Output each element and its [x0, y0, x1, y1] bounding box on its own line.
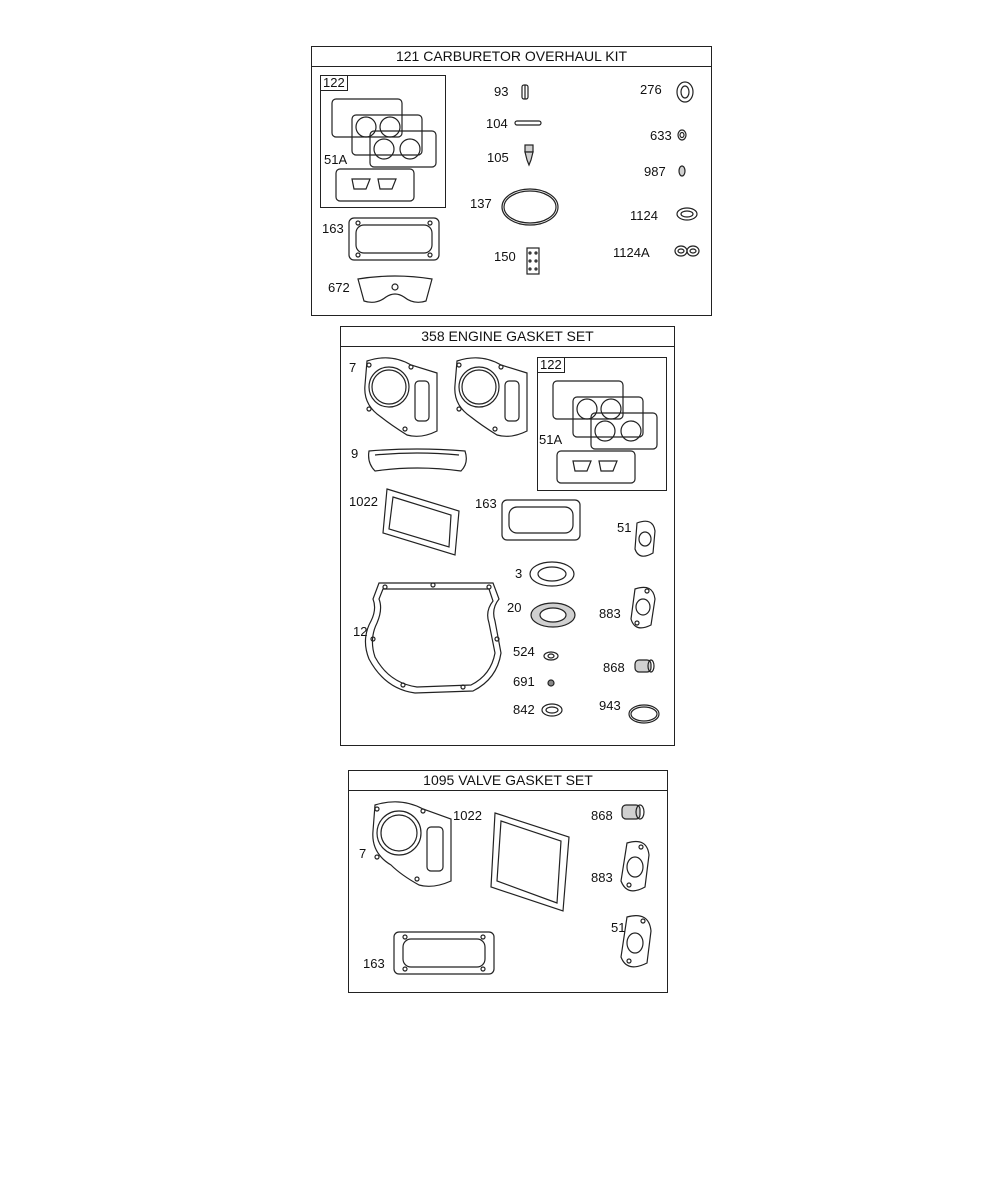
washer-524: [543, 651, 559, 661]
label-163: 163: [475, 496, 497, 511]
needle-105: [523, 144, 535, 166]
label-12: 12: [353, 624, 368, 639]
label-104: 104: [486, 116, 508, 131]
subkit-122-label: 122: [320, 75, 348, 91]
label-3: 3: [515, 566, 523, 581]
label-9: 9: [351, 446, 359, 461]
label-691: 691: [513, 674, 535, 689]
part-691: [547, 679, 555, 687]
gasket-163: [348, 217, 440, 261]
label-524: 524: [513, 644, 535, 659]
label-1124: 1124: [630, 208, 658, 223]
label-633: 633: [650, 128, 672, 143]
label-137: 137: [470, 196, 492, 211]
label-842: 842: [513, 702, 535, 717]
oil-seal-20: [529, 601, 577, 629]
part-987: [678, 165, 686, 177]
washer-pair-1124a: [674, 244, 700, 258]
washer-842: [541, 703, 563, 717]
valve-seal-868: [619, 801, 645, 823]
carburetor-overhaul-kit-panel: [311, 46, 712, 316]
label-51: 51: [611, 920, 626, 935]
part-633: [677, 129, 687, 141]
label-987: 987: [644, 164, 666, 179]
pin-104: [514, 120, 542, 126]
engine-gasket-set-panel: [340, 326, 675, 746]
label-1022: 1022: [349, 494, 378, 509]
label-1022: 1022: [453, 808, 482, 823]
gasket-883: [617, 839, 651, 895]
gasket-51: [617, 913, 653, 971]
label-51a: 51A: [324, 152, 348, 167]
label-7: 7: [349, 360, 357, 375]
part-150: [526, 247, 540, 275]
valve-gasket-set-panel: [348, 770, 668, 993]
gasket-163: [393, 931, 495, 975]
panel-title: 1095 VALVE GASKET SET: [349, 771, 667, 791]
panel-title: 121 CARBURETOR OVERHAUL KIT: [312, 47, 711, 67]
head-gasket-7: [369, 799, 455, 891]
label-1124a: 1124A: [613, 245, 650, 260]
label-943: 943: [599, 698, 621, 713]
label-51a: 51A: [539, 432, 563, 447]
label-276: 276: [640, 82, 662, 97]
label-883: 883: [591, 870, 613, 885]
oil-seal-3: [529, 561, 575, 587]
gasket-9: [365, 445, 471, 475]
label-163: 163: [363, 956, 385, 971]
label-20: 20: [507, 600, 522, 615]
gasket-51: [631, 519, 657, 559]
gasket-163: [501, 499, 581, 541]
gasket-883: [627, 585, 657, 631]
seal-276: [676, 81, 694, 103]
label-672: 672: [328, 280, 350, 295]
label-868: 868: [591, 808, 613, 823]
carburetor-gasket-stack: [326, 95, 441, 205]
part-93: [520, 84, 530, 100]
label-51: 51: [617, 520, 632, 535]
valve-seal-868: [633, 657, 655, 675]
carburetor-gasket-stack: [547, 377, 662, 487]
label-93: 93: [494, 84, 509, 99]
label-868: 868: [603, 660, 625, 675]
valve-cover-gasket-1022: [489, 811, 571, 913]
o-ring-137: [500, 187, 560, 227]
panel-title: 358 ENGINE GASKET SET: [341, 327, 674, 347]
valve-cover-gasket-1022: [381, 487, 463, 557]
label-105: 105: [487, 150, 509, 165]
label-163: 163: [322, 221, 344, 236]
head-gasket-7-left: [361, 355, 441, 441]
crankcase-gasket-12: [363, 579, 505, 697]
head-gasket-7-right: [451, 355, 531, 441]
washer-1124: [676, 207, 698, 221]
label-150: 150: [494, 249, 516, 264]
subkit-122-label: 122: [537, 357, 565, 373]
label-7: 7: [359, 846, 367, 861]
o-ring-943: [627, 703, 661, 725]
label-883: 883: [599, 606, 621, 621]
heat-shield-672: [356, 275, 434, 307]
